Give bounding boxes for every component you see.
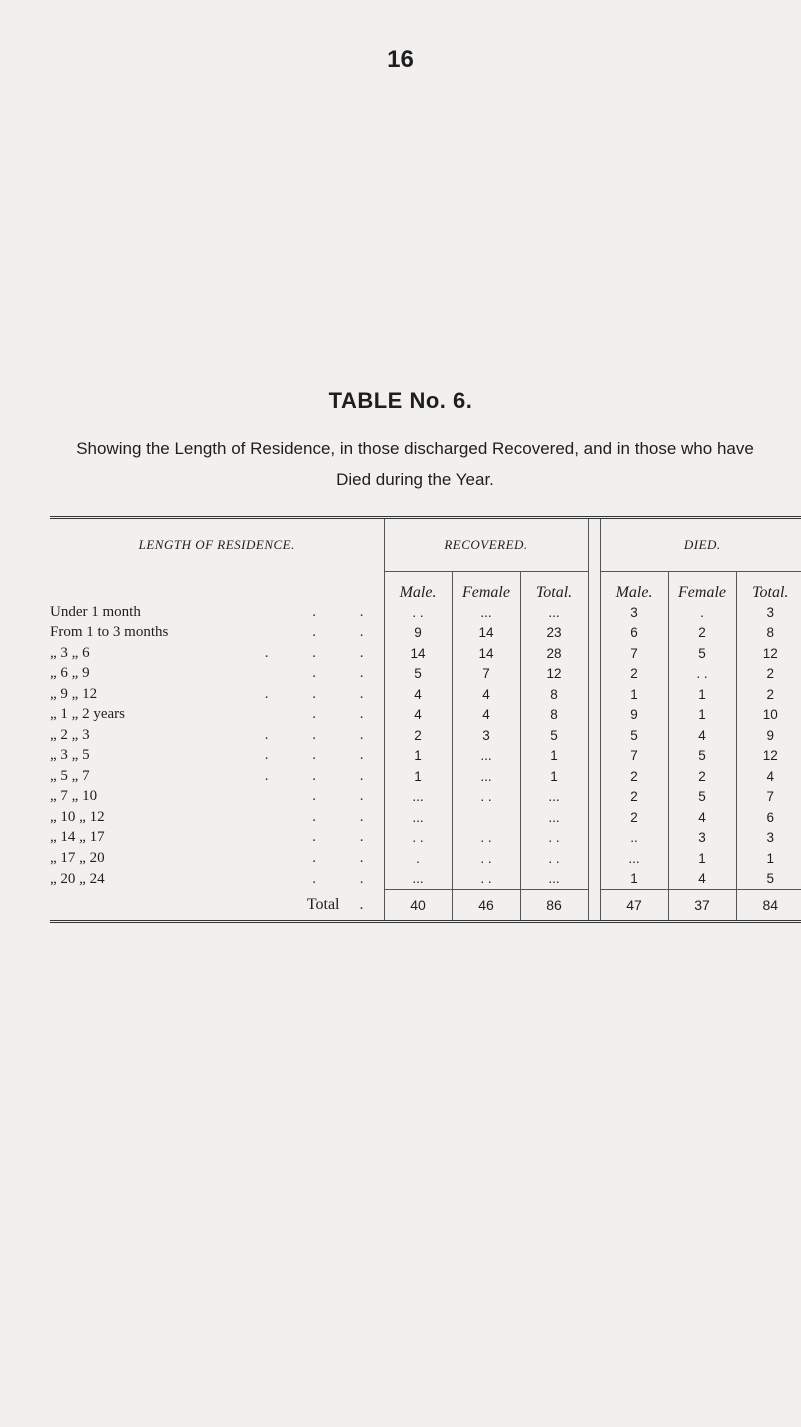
cell-died-female: 2 — [668, 623, 736, 644]
recovered-header: RECOVERED. — [384, 518, 588, 572]
cell-died-male: 3 — [630, 604, 638, 620]
table-row — [50, 684, 801, 705]
cell-recovered-female: 14 — [452, 623, 520, 644]
table-row — [50, 602, 801, 623]
table-row — [50, 664, 801, 685]
column-gap — [588, 890, 600, 922]
table-title: TABLE No. 6. — [328, 388, 473, 413]
cell-died-female: 1 — [668, 848, 736, 869]
cell-recovered-total: . . — [520, 848, 588, 869]
cell-recovered-female: 7 — [452, 664, 520, 685]
cell-died-male: 7 — [630, 748, 638, 764]
row-label: Under 1 month . . — [50, 603, 384, 620]
cell-died-female: 5 — [668, 643, 736, 664]
cell-died-female: 5 — [668, 746, 736, 767]
column-gap — [588, 572, 600, 603]
cell-died-male: 6 — [630, 625, 638, 641]
column-gap — [588, 869, 600, 890]
cell-recovered-male: 9 — [384, 623, 452, 644]
cell-died-total: 10 — [736, 705, 801, 726]
cell-recovered-male: 4 — [384, 705, 452, 726]
row-label: „ 14 „ 17 . . — [50, 829, 384, 846]
cell-died-female: 3 — [668, 828, 736, 849]
cell-died-male: 7 — [630, 645, 638, 661]
column-gap — [588, 684, 600, 705]
table-row — [50, 828, 801, 849]
cell-died-female: 4 — [668, 869, 736, 890]
column-gap — [588, 518, 600, 572]
table-row — [50, 705, 801, 726]
cell-recovered-male: 5 — [384, 664, 452, 685]
cell-recovered-female: . . — [452, 848, 520, 869]
table-row — [50, 725, 801, 746]
total-recovered-male: 40 — [384, 890, 452, 922]
cell-recovered-male: ... — [384, 807, 452, 828]
table-row — [50, 766, 801, 787]
cell-recovered-male: ... — [384, 869, 452, 890]
cell-recovered-total: 5 — [520, 725, 588, 746]
column-gap — [588, 705, 600, 726]
cell-recovered-total: 1 — [520, 746, 588, 767]
cell-died-male: 1 — [630, 686, 638, 702]
cell-died-total: 12 — [736, 746, 801, 767]
table-row — [50, 623, 801, 644]
column-gap — [588, 725, 600, 746]
cell-recovered-total: 8 — [520, 705, 588, 726]
cell-died-male: ... — [628, 850, 640, 866]
cell-died-female: . — [668, 602, 736, 623]
cell-died-total: 2 — [736, 684, 801, 705]
table-row — [50, 787, 801, 808]
cell-recovered-male: 2 — [384, 725, 452, 746]
table-row — [50, 848, 801, 869]
died-female-header: Female — [668, 572, 736, 603]
cell-recovered-female: 3 — [452, 725, 520, 746]
cell-died-male: 9 — [630, 707, 638, 723]
cell-died-total: 9 — [736, 725, 801, 746]
column-gap — [588, 664, 600, 685]
cell-recovered-male: 4 — [384, 684, 452, 705]
residence-table — [50, 516, 801, 923]
row-label: „ 10 „ 12 . . — [50, 808, 384, 825]
table-caption: Showing the Length of Residence, in those discharged Recovered, and in those who have Died during the Year. — [76, 439, 754, 489]
recovered-male-header: Male. — [384, 572, 452, 603]
cell-recovered-total: 1 — [520, 766, 588, 787]
total-recovered-female: 46 — [452, 890, 520, 922]
cell-died-female: 2 — [668, 766, 736, 787]
column-gap — [588, 602, 600, 623]
cell-recovered-female: ... — [452, 602, 520, 623]
cell-died-total: 6 — [736, 807, 801, 828]
died-male-header: Male. — [615, 584, 653, 601]
total-row — [50, 890, 801, 922]
cell-recovered-total: . . — [520, 828, 588, 849]
total-recovered-total: 86 — [520, 890, 588, 922]
row-label: From 1 to 3 months . . — [50, 624, 384, 641]
recovered-total-header: Total. — [520, 572, 588, 603]
cell-recovered-female: 4 — [452, 684, 520, 705]
cell-recovered-male: 1 — [384, 766, 452, 787]
total-label: Total . — [306, 895, 384, 913]
cell-recovered-female — [452, 807, 520, 828]
table-row — [50, 869, 801, 890]
cell-died-total: 4 — [736, 766, 801, 787]
row-label: „ 3 „ 6 . . . — [50, 644, 384, 661]
cell-died-female: 1 — [668, 684, 736, 705]
total-died-total: 84 — [736, 890, 801, 922]
cell-recovered-male: . — [384, 848, 452, 869]
cell-recovered-total: ... — [520, 787, 588, 808]
total-died-female: 37 — [668, 890, 736, 922]
cell-died-female: 4 — [668, 807, 736, 828]
cell-recovered-total: 28 — [520, 643, 588, 664]
cell-died-female: 4 — [668, 725, 736, 746]
length-subheader-blank — [50, 572, 384, 603]
column-gap — [588, 807, 600, 828]
table-row — [50, 643, 801, 664]
cell-recovered-male: 14 — [384, 643, 452, 664]
column-gap — [588, 828, 600, 849]
row-label: „ 5 „ 7 . . . — [50, 767, 384, 784]
cell-recovered-female: . . — [452, 869, 520, 890]
table-row — [50, 807, 801, 828]
length-of-residence-header: LENGTH OF RESIDENCE. — [138, 537, 295, 553]
died-header: DIED. — [600, 518, 801, 572]
cell-recovered-male: 1 — [384, 746, 452, 767]
cell-died-total: 8 — [736, 623, 801, 644]
cell-recovered-total: ... — [520, 602, 588, 623]
row-label: „ 1 „ 2 years . . — [50, 706, 384, 723]
row-label: „ 3 „ 5 . . . — [50, 747, 384, 764]
cell-recovered-male: . . — [384, 828, 452, 849]
cell-recovered-female: 14 — [452, 643, 520, 664]
recovered-female-header: Female — [452, 572, 520, 603]
cell-died-total: 7 — [736, 787, 801, 808]
cell-recovered-male: . . — [384, 602, 452, 623]
cell-recovered-female: ... — [452, 766, 520, 787]
cell-recovered-total: 12 — [520, 664, 588, 685]
died-total-header: Total. — [736, 572, 801, 603]
column-gap — [588, 766, 600, 787]
cell-recovered-total: ... — [520, 807, 588, 828]
table-row — [50, 746, 801, 767]
cell-died-female: 1 — [668, 705, 736, 726]
column-gap — [588, 643, 600, 664]
cell-recovered-female: . . — [452, 787, 520, 808]
cell-recovered-female: . . — [452, 828, 520, 849]
cell-recovered-female: ... — [452, 746, 520, 767]
column-gap — [588, 848, 600, 869]
cell-died-total: 3 — [736, 602, 801, 623]
cell-recovered-total: 23 — [520, 623, 588, 644]
cell-died-male: 5 — [630, 727, 638, 743]
page-number: 16 — [387, 46, 414, 73]
cell-died-male: 2 — [630, 789, 638, 805]
row-label: „ 2 „ 3 . . . — [50, 726, 384, 743]
total-died-male: 47 — [600, 890, 668, 922]
table-body — [50, 602, 801, 890]
cell-died-male: 2 — [630, 809, 638, 825]
cell-died-total: 2 — [736, 664, 801, 685]
row-label: „ 6 „ 9 . . — [50, 665, 384, 682]
cell-died-total: 12 — [736, 643, 801, 664]
cell-died-total: 5 — [736, 869, 801, 890]
cell-died-male: 1 — [630, 871, 638, 887]
row-label: „ 7 „ 10 . . — [50, 788, 384, 805]
cell-died-male: 2 — [630, 666, 638, 682]
cell-recovered-female: 4 — [452, 705, 520, 726]
cell-died-total: 3 — [736, 828, 801, 849]
cell-died-female: 5 — [668, 787, 736, 808]
cell-recovered-male: ... — [384, 787, 452, 808]
cell-recovered-total: ... — [520, 869, 588, 890]
cell-died-total: 1 — [736, 848, 801, 869]
cell-died-female: . . — [668, 664, 736, 685]
column-gap — [588, 623, 600, 644]
cell-died-male: .. — [630, 830, 638, 846]
row-label: „ 9 „ 12 . . . — [50, 685, 384, 702]
column-gap — [588, 746, 600, 767]
column-gap — [588, 787, 600, 808]
cell-died-male: 2 — [630, 768, 638, 784]
row-label: „ 20 „ 24 . . — [50, 870, 384, 887]
row-label: „ 17 „ 20 . . — [50, 849, 384, 866]
cell-recovered-total: 8 — [520, 684, 588, 705]
